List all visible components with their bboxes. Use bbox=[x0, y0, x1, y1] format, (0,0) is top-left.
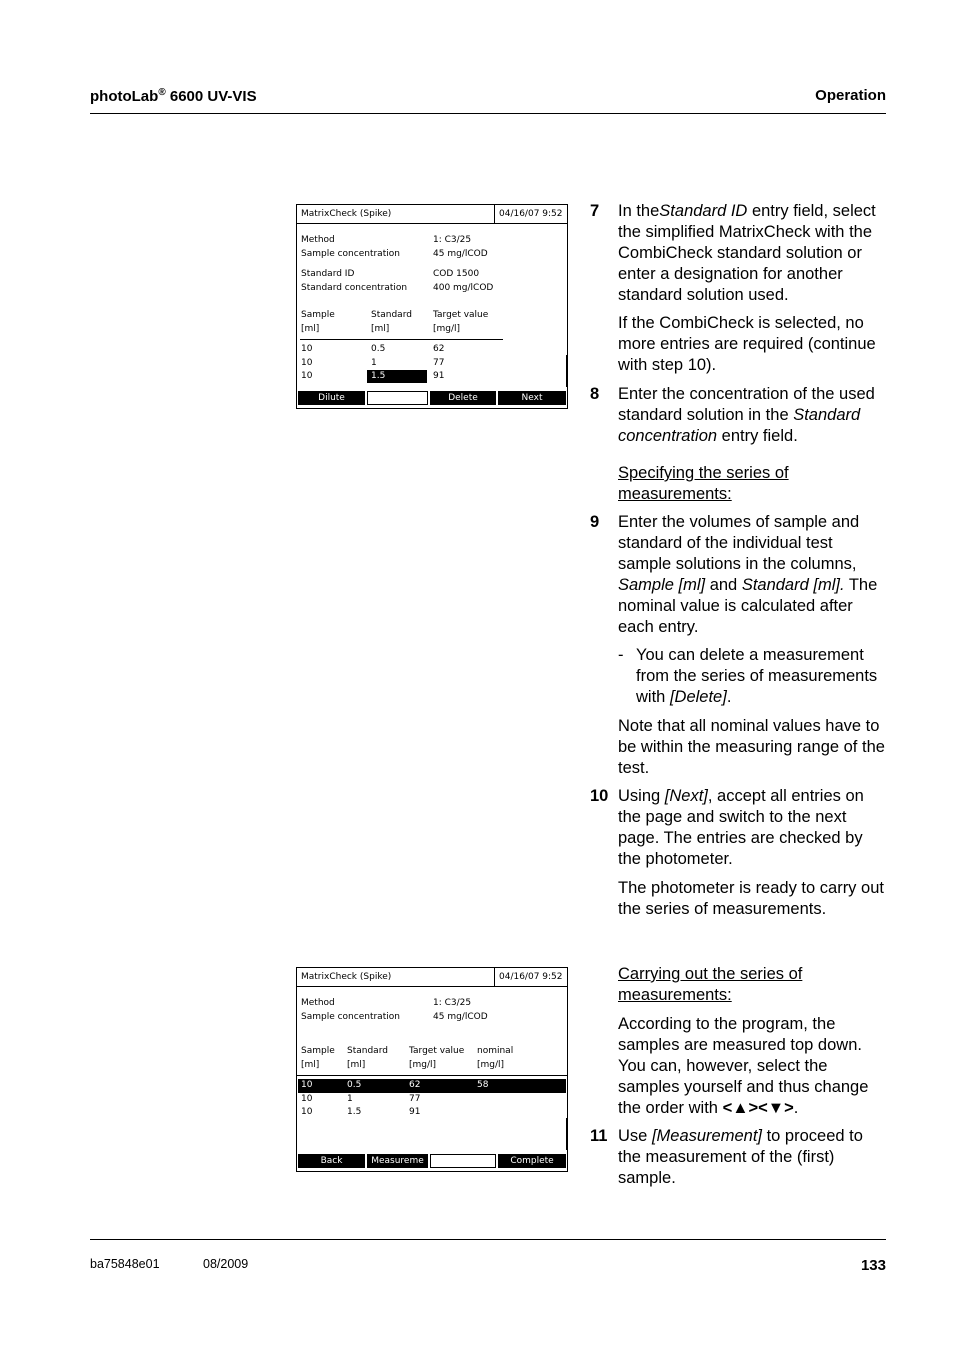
header-rule bbox=[90, 113, 886, 114]
table-cell[interactable]: 91 bbox=[409, 1107, 421, 1117]
sample-conc-value: 45 mg/lCOD bbox=[433, 249, 488, 259]
softkey-empty bbox=[367, 391, 428, 405]
table-cell[interactable]: 1 bbox=[371, 358, 377, 368]
col-header-nominal: nominal bbox=[477, 1046, 514, 1056]
back-button[interactable]: Back bbox=[298, 1154, 365, 1168]
device-screen-measure bbox=[296, 967, 568, 1172]
table-cell[interactable]: 10 bbox=[301, 344, 313, 354]
col-header-sample: Sample bbox=[301, 310, 335, 320]
step-10-note: The photometer is ready to carry out the series of measurements. bbox=[618, 879, 884, 918]
dilute-button[interactable]: Dilute bbox=[298, 391, 365, 405]
screen-title: MatrixCheck (Spike) bbox=[301, 209, 392, 219]
step-9-note: Note that all nominal values have to be within the measuring range of the test. bbox=[618, 717, 885, 777]
table-cell: 77 bbox=[433, 358, 445, 368]
scrollbar[interactable] bbox=[566, 355, 567, 387]
footer-rule bbox=[90, 1239, 886, 1240]
step-number: 10 bbox=[590, 787, 609, 805]
table-cell[interactable]: 10 bbox=[301, 371, 313, 381]
step-11-text: Use [Measurement] to proceed to the measurement of the (first) sample. bbox=[618, 1127, 863, 1187]
table-cell[interactable]: 10 bbox=[301, 358, 313, 368]
standard-id-field[interactable]: COD 1500 bbox=[433, 269, 480, 279]
list-dash: - bbox=[618, 646, 624, 664]
header-section: Operation bbox=[815, 87, 886, 104]
table-cell-selected[interactable]: 1.5 bbox=[371, 371, 386, 381]
method-value: 1: C3/25 bbox=[433, 998, 472, 1008]
table-cell: 91 bbox=[433, 371, 445, 381]
method-value: 1: C3/25 bbox=[433, 235, 472, 245]
step-8-text: Enter the concentration of the used standard solution in the Standard concentration entry field. bbox=[618, 385, 875, 445]
step-10-text: Using [Next], accept all entries on the page and switch to the next page. The entries are checked by the photometer. bbox=[618, 787, 864, 868]
col-header-sample: Sample bbox=[301, 1046, 335, 1056]
screen-title: MatrixCheck (Spike) bbox=[301, 972, 392, 982]
table-header-rule bbox=[300, 339, 503, 340]
standard-conc-label: Standard concentration bbox=[301, 283, 408, 293]
screen-datetime-box bbox=[494, 205, 568, 223]
table-header-rule bbox=[297, 1075, 567, 1076]
measurement-button[interactable]: Measureme bbox=[367, 1154, 428, 1168]
footer-doc-id: ba75848e01 bbox=[90, 1257, 160, 1271]
table-cell[interactable]: 10 bbox=[301, 1094, 313, 1104]
softkey-empty bbox=[430, 1154, 496, 1168]
section-heading-specifying: Specifying the series of measurements: bbox=[618, 464, 789, 503]
footer-date: 08/2009 bbox=[203, 1257, 249, 1271]
sample-conc-value: 45 mg/lCOD bbox=[433, 1012, 488, 1022]
col-unit-sample: [ml] bbox=[301, 324, 320, 334]
method-label: Method bbox=[301, 998, 335, 1008]
step-9-text: Enter the volumes of sample and standard of the individual test sample solutions in the columns, Sample [ml] and Standard [ml]. The nominal value is calculated after each entry. bbox=[618, 513, 878, 636]
table-cell-selected[interactable]: 0.5 bbox=[347, 1080, 362, 1090]
col-unit-nominal: [mg/l] bbox=[477, 1060, 505, 1070]
table-cell: 62 bbox=[433, 344, 445, 354]
step-9-subitem: You can delete a measurement from the series of measurements with [Delete]. bbox=[636, 646, 878, 706]
arrow-keys-icon: <▲><▼> bbox=[722, 1099, 794, 1117]
step-number: 7 bbox=[590, 202, 600, 220]
header-product: photoLab® 6600 UV-VIS bbox=[90, 87, 257, 105]
standard-conc-field[interactable]: 400 mg/lCOD bbox=[433, 283, 494, 293]
screen-title-bar bbox=[297, 205, 567, 224]
step-number: 11 bbox=[590, 1127, 608, 1145]
page-number: 133 bbox=[860, 1257, 886, 1274]
table-cell-selected[interactable]: 58 bbox=[477, 1080, 489, 1090]
table-cell[interactable]: 1.5 bbox=[347, 1107, 362, 1117]
order-paragraph: According to the program, the samples are measured top down. You can, however, select the samples yourself and thus change the order with <▲><▼>. bbox=[618, 1015, 869, 1117]
screen-title-bar bbox=[297, 968, 567, 987]
screen-datetime: 04/16/07 9:52 bbox=[499, 209, 563, 219]
col-header-standard: Standard bbox=[371, 310, 412, 320]
col-unit-standard: [ml] bbox=[347, 1060, 366, 1070]
col-header-target: Target value bbox=[433, 310, 489, 320]
step-7-text: In theStandard ID entry field, select the simplified MatrixCheck with the CombiCheck standard solution or enter a designation for another standard solution used. bbox=[618, 202, 876, 304]
table-cell[interactable]: 77 bbox=[409, 1094, 421, 1104]
scrollbar[interactable] bbox=[566, 1118, 567, 1150]
delete-button[interactable]: Delete bbox=[430, 391, 496, 405]
col-unit-standard: [ml] bbox=[371, 324, 390, 334]
complete-button[interactable]: Complete bbox=[498, 1154, 566, 1168]
screen-datetime: 04/16/07 9:52 bbox=[499, 972, 563, 982]
col-header-standard: Standard bbox=[347, 1046, 388, 1056]
device-screen-entry bbox=[296, 204, 568, 409]
sample-conc-label: Sample concentration bbox=[301, 1012, 400, 1022]
section-heading-carrying-out: Carrying out the series of measurements: bbox=[618, 965, 803, 1004]
table-cell-selected[interactable]: 62 bbox=[409, 1080, 421, 1090]
step-number: 9 bbox=[590, 513, 600, 531]
method-label: Method bbox=[301, 235, 335, 245]
step-7-note: If the CombiCheck is selected, no more entries are required (continue with step 10). bbox=[618, 314, 876, 374]
step-number: 8 bbox=[590, 385, 600, 403]
screen-datetime-box bbox=[494, 968, 568, 986]
col-unit-target: [mg/l] bbox=[433, 324, 461, 334]
col-unit-target: [mg/l] bbox=[409, 1060, 437, 1070]
col-unit-sample: [ml] bbox=[301, 1060, 320, 1070]
next-button[interactable]: Next bbox=[498, 391, 566, 405]
row-selection-highlight bbox=[298, 1079, 566, 1093]
table-cell-selected[interactable]: 10 bbox=[301, 1080, 313, 1090]
sample-conc-label: Sample concentration bbox=[301, 249, 400, 259]
col-header-target: Target value bbox=[409, 1046, 465, 1056]
table-cell[interactable]: 1 bbox=[347, 1094, 353, 1104]
standard-id-label: Standard ID bbox=[301, 269, 355, 279]
table-cell[interactable]: 0.5 bbox=[371, 344, 386, 354]
table-cell[interactable]: 10 bbox=[301, 1107, 313, 1117]
